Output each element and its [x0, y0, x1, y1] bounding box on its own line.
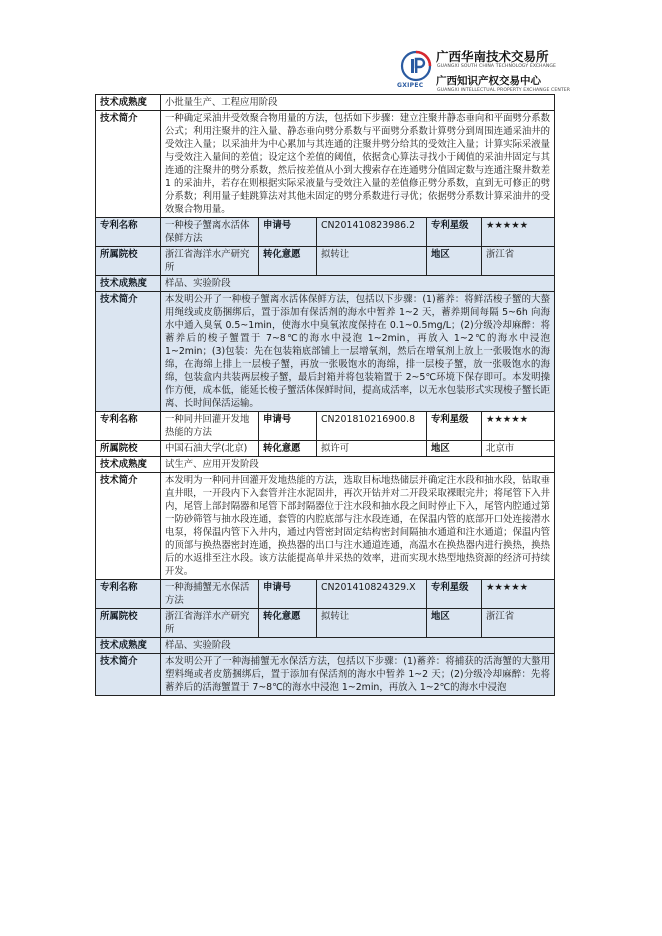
record-3-name-row — [96, 580, 555, 609]
record-2-maturity-row — [96, 457, 555, 473]
region: 浙江省 — [482, 609, 555, 638]
record-3-institution-row — [96, 609, 555, 638]
maturity-value: 样品、实验阶段 — [161, 638, 555, 654]
record-2-name-row — [96, 412, 555, 441]
patent-rating: ★★★★★ — [482, 580, 555, 609]
intro-text: 一种确定采油井受效聚合物用量的方法，包括如下步骤：建立注聚井静态垂向和平面劈分系数公式；利用注聚井的注入量、静态垂向劈分系数与平面劈分系数计算劈分到周围连通采油井的受效注入量；以采油井为中心累加与其连通的注聚井劈分给其的受效注入量；计算实际采液量与受效注入量间的差值；设定这个差值的阈值，依据贪心算法寻找小于阈值的采油井固定与其连通的注聚井的劈分系数，然后按差值从小到大搜索存在连通劈分值固定数与连通注聚井数差 1 的采油井，若存在则根据实际采液量与受效注入量的差值修正劈分系数，直到无可修正的劈分系数；利用量子蛙跳算法对其他未固定的劈分系数进行寻优；依据劈分系数计算采油井的受效聚合物用量。 — [161, 111, 555, 218]
patent-name: 一种梭子蟹离水活体保鲜方法 — [161, 218, 259, 247]
record-0-intro-row — [96, 111, 555, 218]
patent-table — [95, 94, 555, 696]
patent-rating: ★★★★★ — [482, 412, 555, 441]
record-0-maturity-row — [96, 95, 555, 111]
patent-name: 一种同井回灌开发地热能的方法 — [161, 412, 259, 441]
label-transfer-intent: 转化意愿 — [259, 441, 317, 457]
record-1-intro-row — [96, 292, 555, 412]
label-patent-name: 专利名称 — [96, 580, 161, 609]
label-intro: 技术简介 — [96, 654, 161, 696]
record-1-maturity-row — [96, 276, 555, 292]
institution: 浙江省海洋水产研究所 — [161, 609, 259, 638]
record-3-maturity-row — [96, 638, 555, 654]
label-application-no: 申请号 — [259, 580, 317, 609]
application-no: CN201410824329.X — [317, 580, 427, 609]
patent-name: 一种海捕蟹无水保活方法 — [161, 580, 259, 609]
maturity-value: 样品、实验阶段 — [161, 276, 555, 292]
label-maturity: 技术成熟度 — [96, 457, 161, 473]
transfer-intent: 拟转让 — [317, 247, 427, 276]
gxipec-logo-icon — [400, 50, 432, 82]
page-header — [0, 0, 662, 95]
intro-text: 本发明为一种同井回灌开发地热能的方法，选取目标地热储层并确定注水段和抽水段，钻取垂直井眼，一开段内下入套管并注水泥固井，再次开钻并对二开段采取裸眼完井；将尾管下入井内，尾管上部封隔器和尾管下部封隔器位于注水段和抽水段之间时停止下入，尾管内腔通过第一防砂筛管与抽水段连通，套管的内腔底部与注水段连通，在保温内管的底部开口处连接潜水电泵，将保温内管下入井内，通过内管密封固定结构密封间隔抽水通道和注水通道；保温内管的顶部与换热器密封连通，换热器的出口与注水通道连通，高温水在换热器内进行换热，换热后的水返排至注水段。该方法能提高单井采热的效率，进而实现水热型地热资源的经济可持续开发。 — [161, 473, 555, 580]
label-transfer-intent: 转化意愿 — [259, 247, 317, 276]
label-maturity: 技术成熟度 — [96, 638, 161, 654]
label-institution: 所属院校 — [96, 247, 161, 276]
record-2-intro-row — [96, 473, 555, 580]
label-patent-name: 专利名称 — [96, 412, 161, 441]
org-name-secondary: 广西知识产权交易中心 — [436, 75, 541, 87]
label-application-no: 申请号 — [259, 218, 317, 247]
label-intro: 技术简介 — [96, 473, 161, 580]
label-patent-name: 专利名称 — [96, 218, 161, 247]
patent-list — [95, 94, 554, 696]
label-patent-rating: 专利星级 — [427, 218, 482, 247]
transfer-intent: 拟转让 — [317, 609, 427, 638]
org-name-primary-en: GUANGXI SOUTH CHINA TECHNOLOGY EXCHANGE — [437, 64, 557, 69]
label-patent-rating: 专利星级 — [427, 580, 482, 609]
application-no: CN201410823986.2 — [317, 218, 427, 247]
maturity-value: 试生产、应用开发阶段 — [161, 457, 555, 473]
record-3-intro-row — [96, 654, 555, 696]
record-2-institution-row — [96, 441, 555, 457]
record-1-institution-row — [96, 247, 555, 276]
intro-text: 本发明公开了一种海捕蟹无水保活方法，包括以下步骤：(1)蓄养：将捕获的活海蟹的大螯用塑料绳或者皮筋捆绑后，置于添加有保活剂的海水中暂养 1~2 天；(2)分级冷却麻醉：先将蓄养后的活海蟹置于 7~8℃的海水中浸泡 1~2min，再放入 1~2℃的海水中浸泡 — [161, 654, 555, 696]
institution: 中国石油大学(北京) — [161, 441, 259, 457]
patent-rating: ★★★★★ — [482, 218, 555, 247]
org-name-primary: 广西华南技术交易所 — [436, 49, 549, 64]
label-maturity: 技术成熟度 — [96, 95, 161, 111]
label-application-no: 申请号 — [259, 412, 317, 441]
transfer-intent: 拟许可 — [317, 441, 427, 457]
label-region: 地区 — [427, 609, 482, 638]
label-intro: 技术简介 — [96, 111, 161, 218]
org-name-secondary-en: GUANGXI INTELLECTUAL PROPERTY EXCHANGE CENTER — [437, 88, 571, 93]
label-institution: 所属院校 — [96, 441, 161, 457]
intro-text: 本发明公开了一种梭子蟹离水活体保鲜方法，包括以下步骤：(1)蓄养：将鲜活梭子蟹的大螯用绳线或皮筋捆绑后，置于添加有保活剂的海水中暂养 1~2 天，蓄养期间每隔 5~6h 向海水中通入臭氧 0.5~1min，使海水中臭氧浓度保持在 0.1~0.5mg/L；(2)分级冷却麻醉：将蓄养后的梭子蟹置于 7~8℃的海水中浸泡 1~2min，再放入 1~2℃的海水中浸泡 1~2min；(3)包装：先在包装箱底部铺上一层增氧剂，然后在增氧剂上放上一张吸饱水的海绵，在海绵上排上一层梭子蟹，再放一张吸饱水的海绵，排一层梭子蟹，放一张吸饱水的海绵，包装盒内共装两层梭子蟹，最后封箱并将包装箱置于 2~5℃环境下保存即可。本发明操作方便，成本低，能延长梭子蟹活体保鲜时间，提高成活率，以无水包装形式实现梭子蟹长距离、长时间保活运输。 — [161, 292, 555, 412]
record-1-name-row — [96, 218, 555, 247]
maturity-value: 小批量生产、工程应用阶段 — [161, 95, 555, 111]
label-transfer-intent: 转化意愿 — [259, 609, 317, 638]
institution: 浙江省海洋水产研究所 — [161, 247, 259, 276]
label-region: 地区 — [427, 441, 482, 457]
label-institution: 所属院校 — [96, 609, 161, 638]
label-region: 地区 — [427, 247, 482, 276]
application-no: CN201810216900.8 — [317, 412, 427, 441]
label-patent-rating: 专利星级 — [427, 412, 482, 441]
logo-text: GXIPEC — [397, 82, 424, 89]
label-maturity: 技术成熟度 — [96, 276, 161, 292]
region: 浙江省 — [482, 247, 555, 276]
label-intro: 技术简介 — [96, 292, 161, 412]
region: 北京市 — [482, 441, 555, 457]
